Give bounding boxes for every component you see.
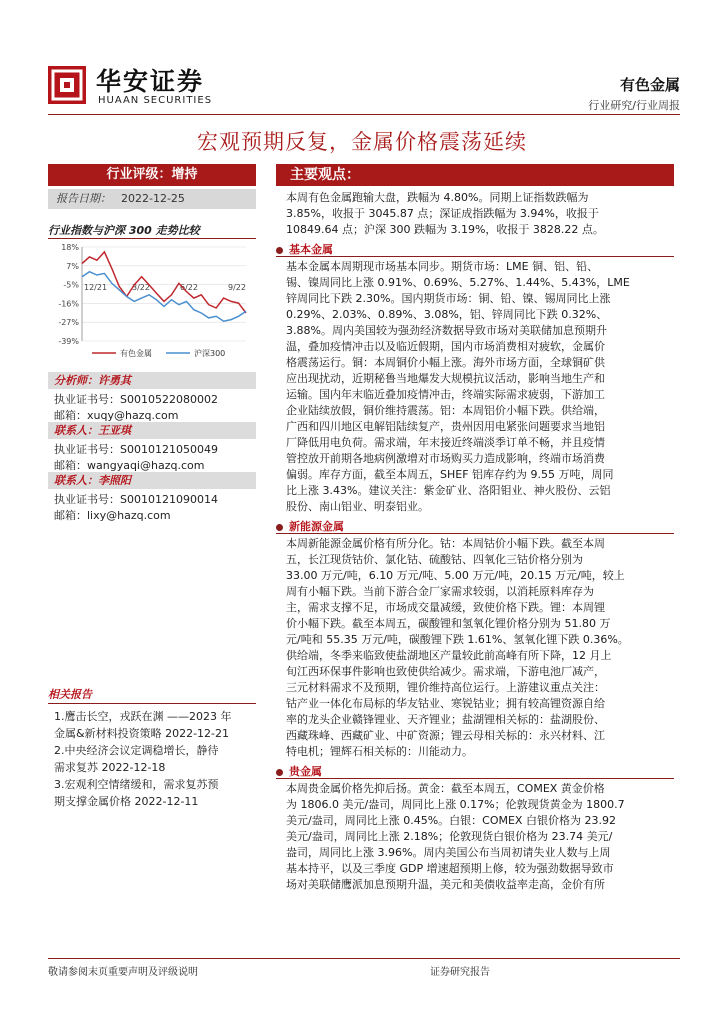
main-points-bar bbox=[276, 164, 674, 186]
body-text-line: 为 1806.0 美元/盎司，周同比上涨 0.17%；伦敦现货黄金为 1800.7 bbox=[286, 798, 625, 811]
body-text-line: 运输。国内年末临近叠加疫情冲击，终端实际需求疲弱，下游加工 bbox=[286, 388, 605, 401]
brand-name-en: HUAAN SECURITIES bbox=[98, 95, 213, 106]
body-text-line: 价小幅下跌。截至本周五，碳酸锂和氢氧化锂价格分别为 51.80 万 bbox=[286, 617, 611, 630]
contact-cert: 执业证书号：S0010121090014 bbox=[54, 493, 218, 506]
chart-x-tick-label: 3/22 bbox=[132, 282, 150, 292]
body-text-line: 供给端，冬季来临致使盐湖地区产量较此前高峰有所下降，12 月上 bbox=[286, 649, 612, 662]
bullet-icon bbox=[276, 769, 283, 776]
section-heading bbox=[276, 518, 344, 534]
section-heading bbox=[276, 763, 322, 779]
footer-report-label: 证券研究报告 bbox=[430, 967, 490, 978]
body-text-line: 锌周同比下跌 2.30%。国内期货市场：铜、铅、镍、锡周同比上涨 bbox=[286, 292, 611, 305]
related-report-line: 2.中央经济会议定调稳增长，静待 bbox=[54, 744, 219, 757]
body-text-line: 本周新能源金属价格有所分化。钴：本周钴价小幅下跌。截至本周 bbox=[286, 537, 605, 550]
body-text-line: 西藏珠峰、西藏矿业、中矿资源；锂云母相关标的：永兴材料、江 bbox=[286, 729, 605, 742]
footer-disclaimer: 敬请参阅末页重要声明及评级说明 bbox=[48, 967, 198, 978]
related-report-line: 期支撑金属价格 2022-12-11 bbox=[54, 795, 199, 808]
chart-y-tick-label: -39% bbox=[58, 337, 79, 346]
related-report-line: 3.宏观利空情绪缓和，需求复苏预 bbox=[54, 778, 219, 791]
chart-title: 行业指数与沪深 300 走势比较 bbox=[48, 224, 200, 237]
section-divider bbox=[276, 778, 674, 779]
chart-y-tick-label: 7% bbox=[66, 261, 79, 271]
body-text-line: 钴产业一体化布局标的华友钴业、寒锐钴业；拥有较高锂资源自给 bbox=[286, 697, 605, 710]
brand-name-cn: 华安证券 bbox=[96, 67, 205, 96]
body-text-line: 美元/盎司，周同比上涨 0.45%。白银：COMEX 白银价格为 23.92 bbox=[286, 814, 616, 827]
body-text-line: 周有小幅下跌。当前下游合金厂家需求较弱，以消耗原料库存为 bbox=[286, 585, 594, 598]
body-text-line: 特电机；锂辉石相关标的：川能动力。 bbox=[286, 745, 473, 758]
body-text-line: 旬江西环保事件影响也致使供给减少。需求端，下游电池厂减产， bbox=[286, 665, 605, 678]
chart-x-tick-label: 9/22 bbox=[228, 282, 246, 292]
body-text-line: 33.00 万元/吨，6.10 万元/吨、5.00 万元/吨，20.15 万元/吨，较上 bbox=[286, 569, 625, 582]
related-report-line: 金属&新材料投资策略 2022-12-21 bbox=[54, 727, 230, 740]
contact-email: 邮箱：lixy@hazq.com bbox=[54, 509, 171, 522]
section-heading-text: 新能源金属 bbox=[289, 520, 344, 533]
body-text-line: 盎司，周同比上涨 3.96%。周内美国公布当周初请失业人数与上周 bbox=[286, 846, 611, 859]
chart-x-tick-label: 6/22 bbox=[180, 282, 198, 292]
body-text-line: 格震荡运行。铜：本周铜价小幅上涨。海外市场方面，全球铜矿供 bbox=[286, 356, 605, 369]
report-type-label: 行业研究/行业周报 bbox=[588, 99, 680, 112]
body-text-line: 本周贵金属价格先抑后扬。黄金：截至本周五，COMEX 黄金价格 bbox=[286, 782, 605, 795]
sector-label: 有色金属 bbox=[619, 76, 680, 94]
body-text-line: 应出现扰动，近期秘鲁当地爆发大规模抗议活动，影响当地生产和 bbox=[286, 372, 605, 385]
section-divider bbox=[276, 256, 674, 257]
chart-title-divider bbox=[48, 238, 256, 239]
contact-cert: 执业证书号：S0010121050049 bbox=[54, 443, 218, 456]
body-text-line: 厂降低用电负荷。需求端，年末接近终端淡季订单不畅，并且疫情 bbox=[286, 436, 605, 449]
related-reports-heading: 相关报告 bbox=[48, 686, 256, 704]
chart-x-tick-label: 12/21 bbox=[84, 282, 108, 292]
footer-divider bbox=[48, 958, 680, 959]
contact-email: 邮箱：wangyaqi@hazq.com bbox=[54, 459, 205, 472]
body-text-line: 基本金属本周期现市场基本同步。期货市场：LME 铜、铝、铅、 bbox=[286, 260, 599, 273]
industry-rating: 行业评级：增持 bbox=[48, 164, 256, 186]
body-text-line: 温，叠加疫情冲击以及临近假期，国内市场消费相对疲软，金属价 bbox=[286, 340, 605, 353]
body-text-line: 锡、镍周同比上涨 0.91%、0.69%、5.27%、1.44%、5.43%，LME bbox=[286, 276, 630, 289]
related-report-line: 需求复苏 2022-12-18 bbox=[54, 761, 166, 774]
section-heading bbox=[276, 241, 333, 257]
body-text-line: 场对美联储鹰派加息预期升温，美元和美债收益率走高，金价有所 bbox=[286, 878, 605, 891]
bullet-icon bbox=[276, 247, 283, 254]
body-text-line: 五，长江现货钴价、氯化钴、硫酸钴、四氧化三钴价格分别为 bbox=[286, 553, 583, 566]
seal-icon bbox=[48, 66, 86, 104]
brand-logo-mark bbox=[48, 66, 86, 104]
main-points-heading: 主要观点： bbox=[290, 167, 360, 183]
body-text-line: 偏弱。库存方面，截至本周五，SHEF 铝库存约为 9.55 万吨，周同 bbox=[286, 468, 614, 481]
body-text-line: 3.88%。周内美国较为强劲经济数据导致市场对美联储加息预期升 bbox=[286, 324, 607, 337]
body-text-line: 三元材料需求不及预期，锂价维持高位运行。上游建议重点关注： bbox=[286, 681, 605, 694]
body-text-line: 广西和四川地区电解铝陆续复产，贵州因用电紧张问题要求当地铝 bbox=[286, 420, 605, 433]
report-title: 宏观预期反复，金属价格震荡延续 bbox=[197, 130, 527, 154]
section-heading-text: 基本金属 bbox=[289, 243, 333, 256]
report-date bbox=[48, 189, 256, 209]
contact-heading: 联系人：李照阳 bbox=[48, 472, 256, 489]
body-text-line: 本周有色金属跑输大盘，跌幅为 4.80%。同期上证指数跌幅为 bbox=[286, 191, 589, 204]
chart-series-line bbox=[82, 272, 246, 322]
chart-svg bbox=[48, 240, 258, 365]
report-date-label: 报告日期： bbox=[56, 192, 111, 205]
analyst-cert: 执业证书号：S0010522080002 bbox=[54, 393, 218, 406]
body-text-line: 比上涨 3.43%。建议关注：紫金矿业、洛阳钼业、神火股份、云铝 bbox=[286, 484, 611, 497]
chart-y-tick-label: 18% bbox=[61, 243, 79, 252]
analyst-email: 邮箱：xuqy@hazq.com bbox=[54, 409, 179, 422]
body-text-line: 美元/盎司，周同比上涨 2.18%；伦敦现货白银价格为 23.74 美元/ bbox=[286, 830, 613, 843]
body-text-line: 元/吨和 55.35 万元/吨，碳酸锂下跌 1.61%、氢氧化锂下跌 0.36%。 bbox=[286, 633, 629, 646]
body-text-line: 3.85%，收报于 3045.87 点；深证成指跌幅为 3.94%，收报于 bbox=[286, 207, 599, 220]
chart-y-tick-label: -5% bbox=[63, 280, 79, 290]
body-text-line: 0.29%、2.03%、0.89%、3.08%，铝、锌周同比下跌 0.32%、 bbox=[286, 308, 608, 321]
contact-heading: 联系人：王亚琪 bbox=[48, 422, 256, 439]
chart-y-tick-label: -16% bbox=[58, 299, 79, 309]
body-text-line: 主，需求支撑不足，市场成交量减缓，致使价格下跌。锂：本周锂 bbox=[286, 601, 605, 614]
index-comparison-chart bbox=[48, 240, 258, 365]
header-divider bbox=[48, 114, 680, 115]
body-text-line: 基本持平，以及三季度 GDP 增速超预期上修，较为强劲数据导致市 bbox=[286, 862, 614, 875]
analyst-heading: 分析师：许勇其 bbox=[48, 372, 256, 389]
body-text-line: 股份、南山铝业、明泰铝业。 bbox=[286, 500, 429, 513]
chart-y-tick-label: -27% bbox=[58, 318, 79, 328]
chart-legend-label: 有色金属 bbox=[120, 349, 152, 358]
bullet-icon bbox=[276, 524, 283, 531]
section-heading-text: 贵金属 bbox=[289, 765, 322, 778]
chart-legend-label: 沪深300 bbox=[194, 349, 226, 358]
body-text-line: 管控放开前期各地病例激增对市场购买力造成影响，终端市场消费 bbox=[286, 452, 605, 465]
body-text-line: 10849.64 点；沪深 300 跌幅为 3.19%，收报于 3828.22 点。 bbox=[286, 223, 604, 236]
related-report-line: 1.鹰击长空，戎跃在渊 ——2023 年 bbox=[54, 710, 232, 723]
body-text-line: 率的龙头企业赣锋锂业、天齐锂业；盐湖锂相关标的：盐湖股份、 bbox=[286, 713, 605, 726]
report-date-value: 2022-12-25 bbox=[121, 192, 185, 205]
body-text-line: 企业陆续放假，铜价维持震荡。铝：本周铝价小幅下跌。供给端， bbox=[286, 404, 605, 417]
